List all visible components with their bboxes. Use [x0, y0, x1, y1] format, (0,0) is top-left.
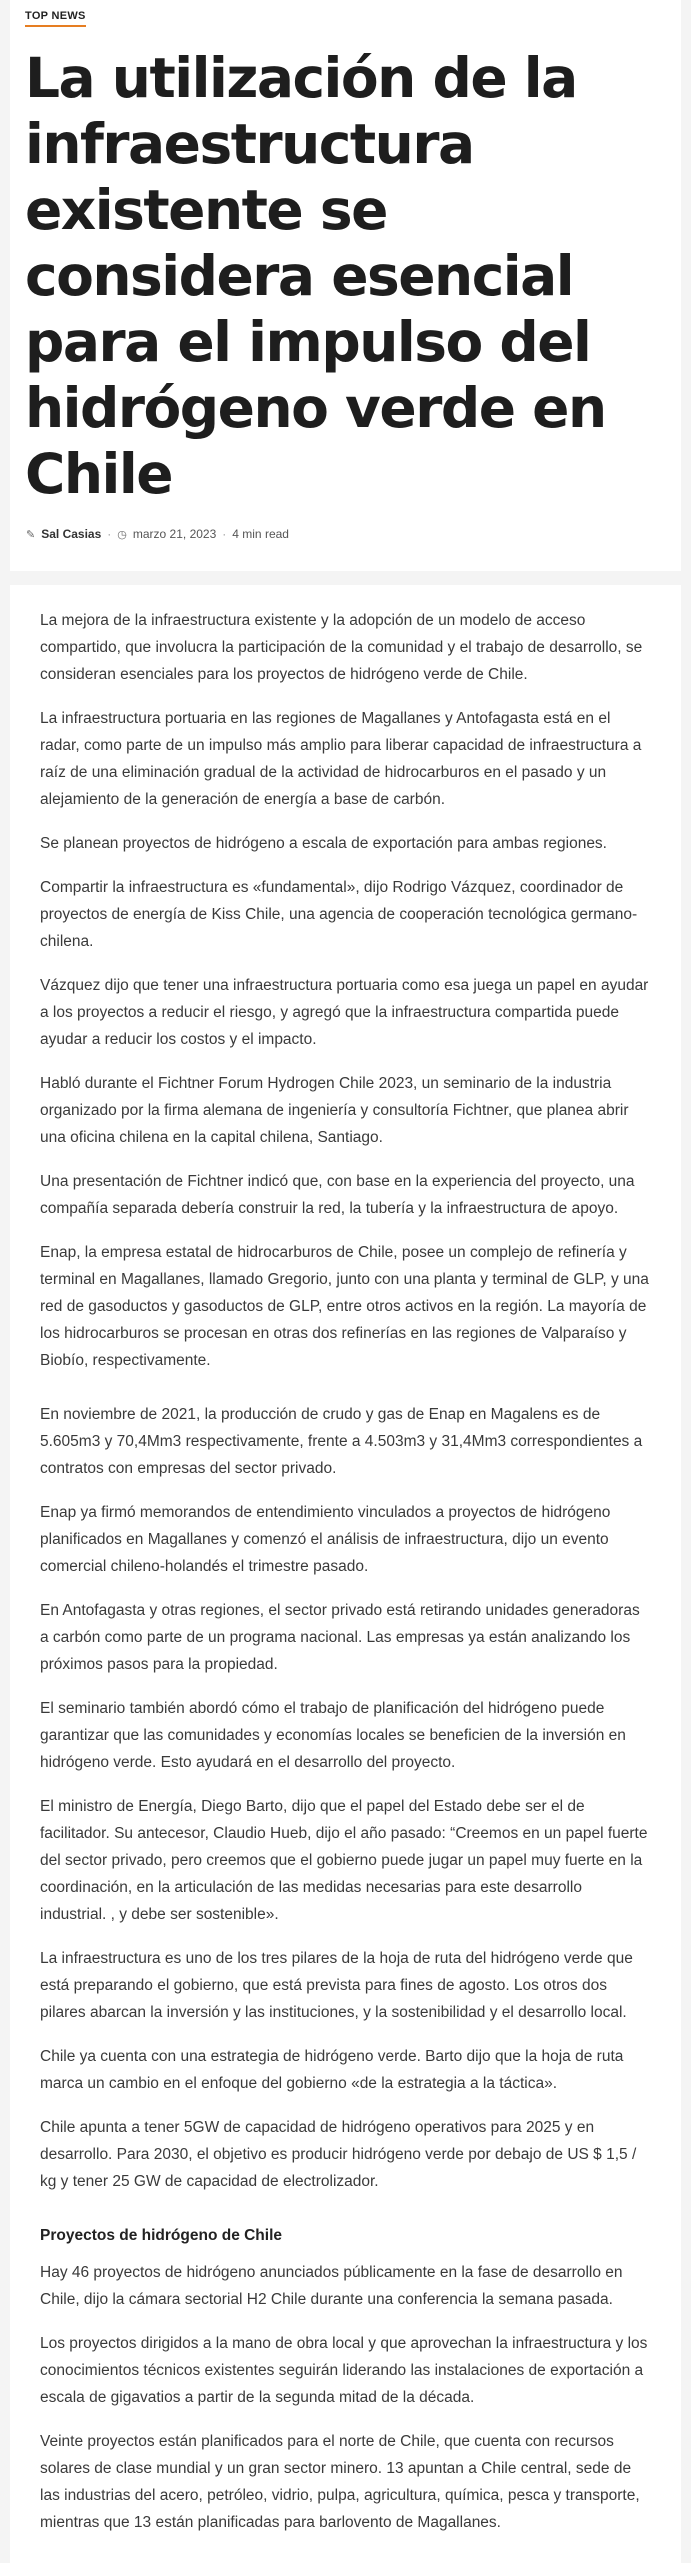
clock-icon: ◷ [117, 528, 127, 541]
paragraph: La infraestructura es uno de los tres pilares de la hoja de ruta del hidrógeno verde que está preparando el gobierno, que está prevista para fines de agosto. Los otros dos pilares abarcan la inversión y las instituciones, y la sostenibilidad y el desarrollo local. [40, 1950, 633, 2021]
paragraph: La infraestructura portuaria en las regiones de Magallanes y Antofagasta está en el radar, como parte de un impulso más amplio para liberar capacidad de infraestructura a raíz de una eliminación gradual de la actividad de hidrocarburos en el pasado y un alejamiento de la generación de energía a base de carbón. [40, 710, 642, 808]
paragraph: Vázquez dijo que tener una infraestructura portuaria como esa juega un papel en ayudar a los proyectos a reducir el riesgo, y agregó que la infraestructura compartida puede ayudar a reducir los costos y el impacto. [40, 977, 649, 1048]
article-meta [26, 527, 675, 541]
meta-separator: · [107, 527, 112, 541]
read-time: 4 min read [232, 527, 289, 541]
paragraph: Compartir la infraestructura es «fundamental», dijo Rodrigo Vázquez, coordinador de proyectos de energía de Kiss Chile, una agencia de cooperación tecnológica germano-chilena. [40, 879, 638, 950]
paragraph: La mejora de la infraestructura existente y la adopción de un modelo de acceso compartido, que involucra la participación de la comunidad y el trabajo de desarrollo, se consideran esenciales para los proyectos de hidrógeno verde de Chile. [40, 612, 643, 683]
category-tag[interactable]: TOP NEWS [25, 10, 86, 27]
article-header [10, 0, 681, 571]
paragraph: En noviembre de 2021, la producción de crudo y gas de Enap en Magalens es de 5.605m3 y 70,4Mm3 respectivamente, frente a 4.503m3 y 31,4Mm3 correspondientes a contratos con empresas del sector privado. [40, 1406, 643, 1477]
author-link[interactable]: Sal Casias [41, 527, 102, 541]
article-title: La utilización de la infraestructura existente se considera esencial para el impulso del hidrógeno verde en Chile [25, 46, 606, 506]
paragraph: Hay 46 proyectos de hidrógeno anunciados públicamente en la fase de desarrollo en Chile, dijo la cámara sectorial H2 Chile durante una conferencia la semana pasada. [40, 2264, 623, 2308]
article-body [10, 585, 681, 2563]
edit-icon: ✎ [26, 528, 36, 541]
paragraph: En Antofagasta y otras regiones, el sector privado está retirando unidades generadoras a carbón como parte de un programa nacional. Las empresas ya están analizando los próximos pasos para la propiedad. [40, 1602, 640, 1673]
paragraph: Habló durante el Fichtner Forum Hydrogen Chile 2023, un seminario de la industria organizado por la firma alemana de ingeniería y consultoría Fichtner, que planea abrir una oficina chilena en la capital chilena, Santiago. [40, 1075, 629, 1146]
paragraph: El ministro de Energía, Diego Barto, dijo que el papel del Estado debe ser el de facilitador. Su antecesor, Claudio Hueb, dijo el año pasado: “Creemos en un papel fuerte del sector privado, pero creemos que el gobierno puede jugar un papel muy fuerte en la coordinación, en la articulación de las medidas necesarias para este desarrollo industrial. , y debe ser sostenible». [40, 1798, 648, 1923]
paragraph: Veinte proyectos están planificados para el norte de Chile, que cuenta con recursos solares de clase mundial y un gran sector minero. 13 apuntan a Chile central, sede de las industrias del acero, petróleo, vidrio, pulpa, agricultura, química, pesca y transporte, mientras que 13 están planificadas para barlovento de Magallanes. [40, 2433, 640, 2531]
paragraph: Una presentación de Fichtner indicó que, con base en la experiencia del proyecto, una compañía separada debería construir la red, la tubería y la infraestructura de apoyo. [40, 1173, 635, 1217]
meta-separator: · [222, 527, 227, 541]
paragraph: Chile ya cuenta con una estrategia de hidrógeno verde. Barto dijo que la hoja de ruta marca un cambio en el enfoque del gobierno «de la estrategia a la táctica». [40, 2048, 624, 2092]
paragraph: El seminario también abordó cómo el trabajo de planificación del hidrógeno puede garantizar que las comunidades y economías locales se beneficien de la inversión en hidrógeno verde. Esto ayudará en el desarrollo del proyecto. [40, 1700, 626, 1771]
paragraph: Los proyectos dirigidos a la mano de obra local y que aprovechan la infraestructura y los conocimientos técnicos existentes seguirán liderando las instalaciones de exportación a escala de gigavatios a partir de la segunda mitad de la década. [40, 2335, 648, 2406]
paragraph: Enap ya firmó memorandos de entendimiento vinculados a proyectos de hidrógeno planificados en Magallanes y comenzó el análisis de infraestructura, dijo un evento comercial chileno-holandés el trimestre pasado. [40, 1504, 611, 1575]
article-date[interactable]: marzo 21, 2023 [132, 527, 217, 541]
section-heading: Proyectos de hidrógeno de Chile [40, 2227, 283, 2244]
paragraph: Chile apunta a tener 5GW de capacidad de hidrógeno operativos para 2025 y en desarrollo. Para 2030, el objetivo es producir hidrógeno verde por debajo de US $ 1,5 / kg y tener 25 GW de capacidad de electrolizador. [40, 2119, 637, 2190]
paragraph: Se planean proyectos de hidrógeno a escala de exportación para ambas regiones. [40, 835, 607, 852]
paragraph: Enap, la empresa estatal de hidrocarburos de Chile, posee un complejo de refinería y terminal en Magallanes, llamado Gregorio, junto con una planta y terminal de GLP, y una red de gasoductos y gasoductos de GLP, entre otros activos en la región. La mayoría de los hidrocarburos se procesan en otras dos refinerías en las regiones de Valparaíso y Biobío, respectivamente. [40, 1244, 649, 1369]
